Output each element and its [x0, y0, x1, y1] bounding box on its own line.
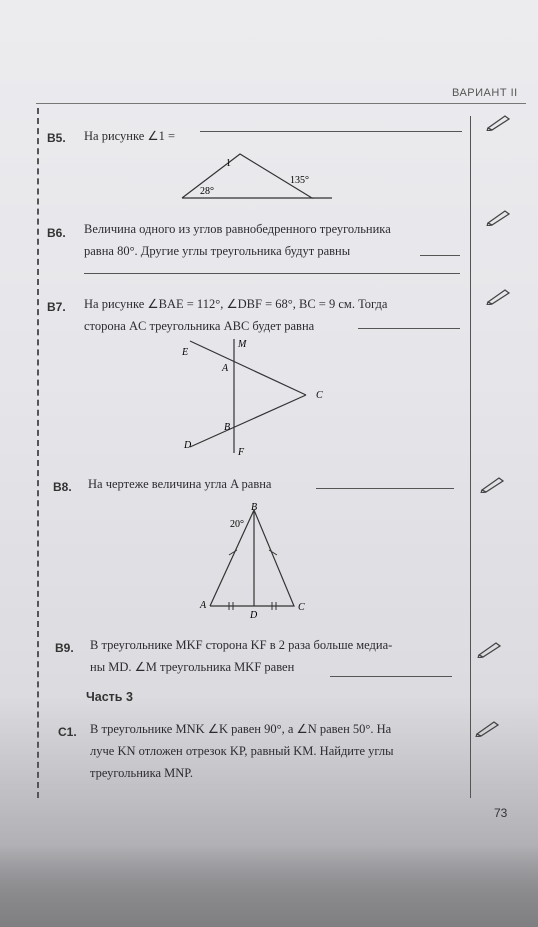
- variant-header: ВАРИАНТ II: [452, 87, 518, 99]
- b8-point-c: C: [298, 602, 305, 613]
- margin-rule: [470, 116, 471, 798]
- task-b6-line1: Величина одного из углов равнобедренного треугольника: [84, 222, 391, 236]
- task-b9-line1: В треугольнике MKF сторона KF в 2 раза больше медиа-: [90, 638, 393, 652]
- task-b7-figure: [176, 335, 336, 460]
- b7-point-b: B: [224, 422, 231, 433]
- task-b9-line2: ны MD. ∠M треугольника MKF равен: [90, 660, 295, 674]
- task-b5-label: В5.: [47, 131, 66, 145]
- task-c1-line1: В треугольнике MNK ∠K равен 90°, а ∠N равен 50°. На: [90, 722, 392, 736]
- task-b5-figure: [180, 150, 340, 210]
- header-rule: [36, 103, 526, 104]
- b7-point-c: C: [316, 390, 323, 401]
- task-c1-line2: луче KN отложен отрезок KP, равный KM. Найдите углы: [90, 744, 394, 758]
- b7-point-m: M: [238, 339, 247, 350]
- task-b9-label: В9.: [55, 641, 74, 655]
- task-b6-label: В6.: [47, 226, 66, 240]
- task-b5-answer-line[interactable]: [200, 131, 462, 132]
- task-b7-label: В7.: [47, 300, 66, 314]
- part3-title: Часть 3: [86, 690, 133, 704]
- pencil-icon: [474, 719, 502, 737]
- pencil-icon: [485, 287, 513, 305]
- page-shadow: [0, 845, 538, 927]
- task-b8-answer-line[interactable]: [316, 488, 454, 489]
- b7-point-a: A: [222, 363, 229, 374]
- b5-angle-28: 28°: [200, 186, 214, 197]
- task-c1-label: С1.: [58, 725, 77, 739]
- b8-angle-20: 20°: [230, 519, 244, 530]
- cut-line: [37, 108, 39, 798]
- task-b7-answer-line[interactable]: [358, 328, 460, 329]
- b7-point-d: D: [184, 440, 192, 451]
- task-c1-line3: треугольника MNP.: [90, 766, 193, 780]
- b5-angle-1: 1: [226, 158, 231, 169]
- pencil-icon: [476, 640, 504, 658]
- b7-point-f: F: [238, 447, 245, 458]
- task-b6-answer-line-1[interactable]: [420, 255, 460, 256]
- task-b9-answer-line[interactable]: [330, 676, 452, 677]
- b5-angle-135: 135°: [290, 175, 309, 186]
- task-b8-figure: [196, 500, 316, 625]
- pencil-icon: [485, 113, 513, 131]
- task-b6-answer-line-2[interactable]: [84, 273, 460, 274]
- page-number: 73: [494, 806, 508, 820]
- task-b8-text: На чертеже величина угла A равна: [88, 477, 272, 491]
- task-b7-line2: сторона AC треугольника ABC будет равна: [84, 319, 315, 333]
- task-b6-line2: равна 80°. Другие углы треугольника будут равны: [84, 244, 351, 258]
- task-b8-label: В8.: [53, 480, 72, 494]
- b8-point-d: D: [250, 610, 258, 621]
- task-b5-text: На рисунке ∠1 =: [84, 129, 176, 143]
- b8-point-b: B: [251, 502, 258, 513]
- pencil-icon: [485, 208, 513, 226]
- b8-point-a: A: [200, 600, 207, 611]
- pencil-icon: [479, 475, 507, 493]
- b7-point-e: E: [182, 347, 189, 358]
- task-b7-line1: На рисунке ∠BAE = 112°, ∠DBF = 68°, BC = 9 см. Тогда: [84, 297, 388, 311]
